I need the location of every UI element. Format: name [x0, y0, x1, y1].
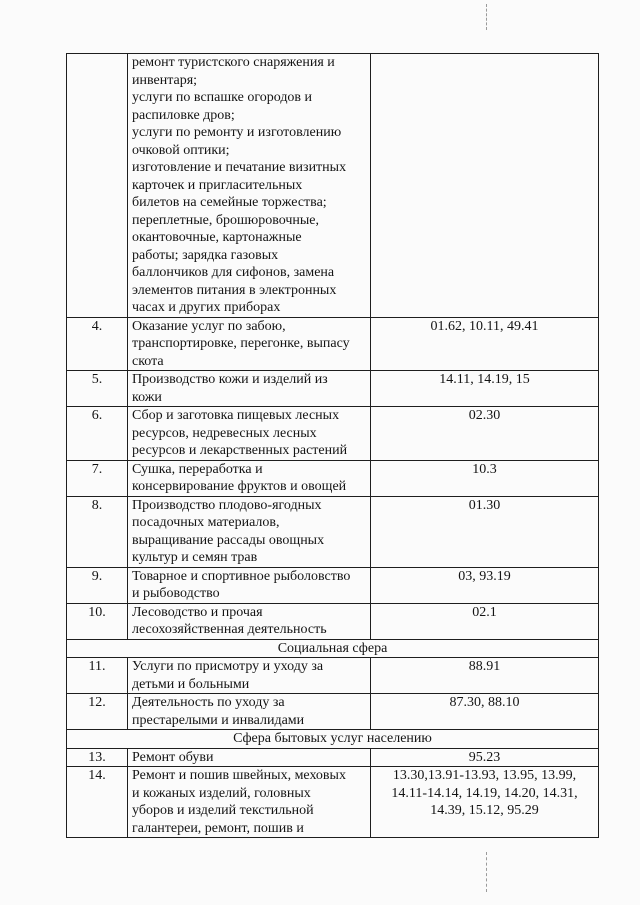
okved-codes: 88.91 — [371, 658, 599, 694]
table-row — [67, 694, 599, 730]
row-number: 7. — [67, 460, 128, 496]
activity-description: Производство плодово-ягодных посадочных материалов, выращивание рассады овощных культур и семян трав — [128, 496, 371, 567]
activity-description: Производство кожи и изделий из кожи — [128, 371, 371, 407]
activity-description: Сушка, переработка и консервирование фруктов и овощей — [128, 460, 371, 496]
okved-codes: 95.23 — [371, 748, 599, 767]
row-number: 14. — [67, 767, 128, 838]
scan-fold-line-top — [486, 4, 487, 30]
activity-description: Ремонт обуви — [128, 748, 371, 767]
table-row — [67, 767, 599, 838]
row-number: 11. — [67, 658, 128, 694]
table-row — [67, 603, 599, 639]
row-number: 4. — [67, 317, 128, 371]
section-title-household: Сфера бытовых услуг населению — [67, 730, 599, 749]
okved-codes: 02.1 — [371, 603, 599, 639]
okved-codes: 13.30,13.91-13.93, 13.95, 13.99, 14.11-14.14, 14.19, 14.20, 14.31, 14.39, 15.12, 95.29 — [371, 767, 599, 838]
row-number — [67, 54, 128, 318]
table-row — [67, 496, 599, 567]
activity-description: Услуги по присмотру и уходу за детьми и больными — [128, 658, 371, 694]
section-header-row — [67, 730, 599, 749]
row-number: 8. — [67, 496, 128, 567]
okved-codes: 01.30 — [371, 496, 599, 567]
row-number: 13. — [67, 748, 128, 767]
scan-fold-line-bottom — [486, 852, 487, 892]
activity-description: Товарное и спортивное рыболовство и рыбоводство — [128, 567, 371, 603]
activity-description: Оказание услуг по забою, транспортировке, перегонке, выпасу скота — [128, 317, 371, 371]
table-row — [67, 371, 599, 407]
section-header-row — [67, 639, 599, 658]
activity-codes-table — [66, 53, 599, 838]
row-number: 5. — [67, 371, 128, 407]
okved-codes: 03, 93.19 — [371, 567, 599, 603]
table-row — [67, 748, 599, 767]
table-row — [67, 317, 599, 371]
row-number: 6. — [67, 407, 128, 461]
okved-codes: 02.30 — [371, 407, 599, 461]
activity-description: Сбор и заготовка пищевых лесных ресурсов, недревесных лесных ресурсов и лекарственных растений — [128, 407, 371, 461]
okved-codes: 14.11, 14.19, 15 — [371, 371, 599, 407]
table-row — [67, 567, 599, 603]
table-row — [67, 54, 599, 318]
activity-description: Деятельность по уходу за престарелыми и инвалидами — [128, 694, 371, 730]
activity-description: Лесоводство и прочая лесохозяйственная деятельность — [128, 603, 371, 639]
table-row — [67, 658, 599, 694]
okved-codes: 10.3 — [371, 460, 599, 496]
row-number: 9. — [67, 567, 128, 603]
row-number: 10. — [67, 603, 128, 639]
section-title-social: Социальная сфера — [67, 639, 599, 658]
okved-codes: 01.62, 10.11, 49.41 — [371, 317, 599, 371]
activity-description: Ремонт и пошив швейных, меховых и кожаных изделий, головных уборов и изделий текстильной галантереи, ремонт, пошив и — [128, 767, 371, 838]
okved-codes: 87.30, 88.10 — [371, 694, 599, 730]
okved-codes — [371, 54, 599, 318]
table-row — [67, 407, 599, 461]
table-row — [67, 460, 599, 496]
activity-description: ремонт туристского снаряжения и инвентаря; услуги по вспашке огородов и распиловке дров; услуги по ремонту и изготовлению очковой оптики; изготовление и печатание визитных карточек и пригласительных билетов на семейные торжества; переплетные, брошюровочные, окантовочные, картонажные работы; зарядка газовых баллончиков для сифонов, замена элементов питания в электронных часах и других приборах — [128, 54, 371, 318]
row-number: 12. — [67, 694, 128, 730]
